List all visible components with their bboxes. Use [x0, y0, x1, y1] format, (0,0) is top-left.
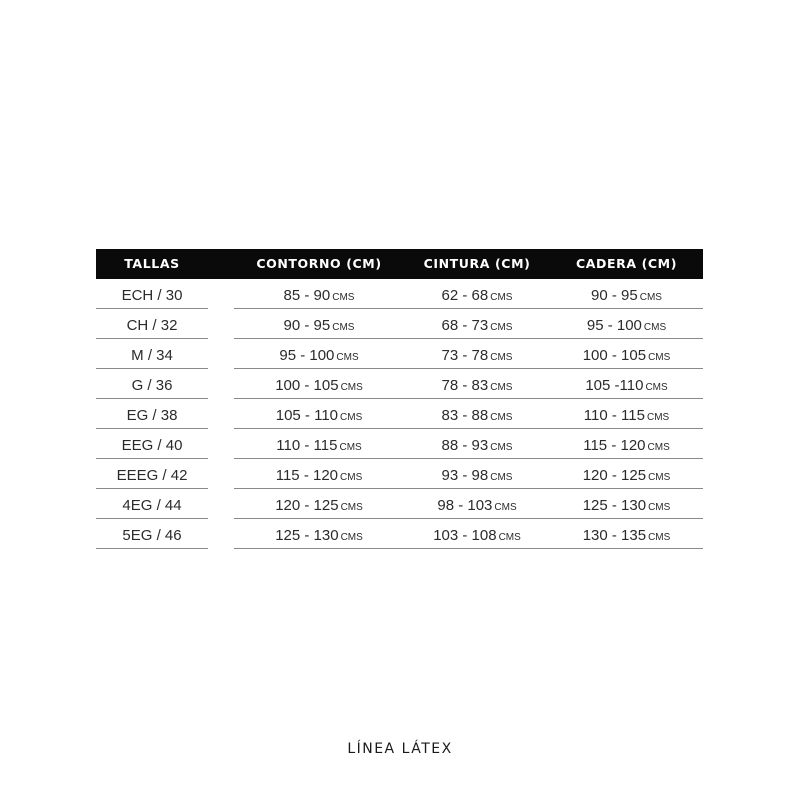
unit-label: CMS	[643, 322, 667, 333]
unit-label: CMS	[648, 502, 671, 513]
unit-label: CMS	[490, 292, 513, 303]
cell-cintura	[404, 459, 550, 489]
table-row	[96, 459, 703, 489]
table-header	[96, 249, 703, 279]
header-contorno: CONTORNO (CM)	[256, 256, 382, 271]
measurement-value: 78 - 83	[441, 377, 489, 394]
cell-cadera	[550, 519, 703, 549]
measurement-value: 68 - 73	[441, 317, 489, 334]
unit-label: CMS	[498, 532, 521, 543]
cell-talla: EEEG / 42	[116, 467, 188, 484]
cell-talla: ECH / 30	[121, 287, 183, 304]
cell-cintura	[404, 489, 550, 519]
unit-label: CMS	[490, 352, 513, 363]
measurement-value: 100 - 105	[275, 377, 339, 394]
unit-label: CMS	[648, 472, 671, 483]
cell-cintura	[404, 519, 550, 549]
table-row	[96, 279, 703, 309]
measurement-value: 83 - 88	[441, 407, 489, 424]
unit-label: CMS	[490, 382, 513, 393]
cell-contorno	[234, 279, 404, 309]
measurement-value: 93 - 98	[441, 467, 489, 484]
measurement-value: 62 - 68	[441, 287, 489, 304]
unit-label: CMS	[340, 472, 363, 483]
table-row	[96, 519, 703, 549]
measurement-value: 125 - 130	[275, 527, 339, 544]
cell-cintura	[404, 429, 550, 459]
cell-cadera	[550, 399, 703, 429]
unit-label: CMS	[648, 532, 671, 543]
measurement-value: 115 - 120	[583, 437, 646, 454]
unit-label: CMS	[490, 442, 513, 453]
cell-cintura	[404, 339, 550, 369]
cell-cadera	[550, 429, 703, 459]
collection-title: LÍNEA LÁTEX	[347, 741, 453, 757]
cell-contorno	[234, 309, 404, 339]
unit-label: CMS	[340, 382, 363, 393]
measurement-value: 73 - 78	[441, 347, 489, 364]
cell-contorno	[234, 369, 404, 399]
cell-cadera	[550, 339, 703, 369]
cell-talla: 5EG / 46	[122, 527, 182, 544]
measurement-value: 110 - 115	[276, 437, 338, 454]
row-divider	[234, 548, 703, 549]
table-row	[96, 399, 703, 429]
unit-label: CMS	[490, 472, 513, 483]
cell-cintura	[404, 279, 550, 309]
measurement-value: 105 - 110	[275, 407, 339, 424]
header-cadera: CADERA (CM)	[575, 256, 678, 271]
unit-label: CMS	[339, 442, 362, 453]
unit-label: CMS	[340, 412, 363, 423]
measurement-value: 95 - 100	[586, 317, 642, 334]
measurement-value: 105 -110	[585, 377, 644, 394]
cell-talla: G / 36	[131, 377, 173, 394]
cell-talla: M / 34	[131, 347, 173, 364]
table-row	[96, 339, 703, 369]
unit-label: CMS	[646, 412, 670, 423]
cell-talla: EG / 38	[126, 407, 178, 424]
unit-label: CMS	[340, 532, 363, 543]
measurement-value: 98 - 103	[437, 497, 493, 514]
cell-cadera	[550, 279, 703, 309]
measurement-value: 103 - 108	[433, 527, 497, 544]
unit-label: CMS	[490, 412, 513, 423]
table-row	[96, 369, 703, 399]
table-row	[96, 309, 703, 339]
measurement-value: 90 - 95	[591, 287, 638, 304]
cell-contorno	[234, 519, 404, 549]
cell-talla: 4EG / 44	[122, 497, 182, 514]
measurement-value: 95 - 100	[279, 347, 335, 364]
unit-label: CMS	[648, 352, 671, 363]
unit-label: CMS	[647, 442, 670, 453]
measurement-value: 90 - 95	[283, 317, 331, 334]
cell-contorno	[234, 489, 404, 519]
table-body	[96, 279, 703, 549]
measurement-value: 125 - 130	[582, 497, 647, 514]
cell-cadera	[550, 369, 703, 399]
cell-cadera	[550, 459, 703, 489]
measurement-value: 110 - 115	[583, 407, 645, 424]
cell-contorno	[234, 339, 404, 369]
cell-cintura	[404, 399, 550, 429]
unit-label: CMS	[494, 502, 517, 513]
cell-talla: CH / 32	[126, 317, 178, 334]
measurement-value: 120 - 125	[275, 497, 339, 514]
measurement-value: 88 - 93	[441, 437, 489, 454]
header-tallas: TALLAS	[124, 256, 180, 271]
cell-contorno	[234, 459, 404, 489]
table-row	[96, 489, 703, 519]
unit-label: CMS	[332, 292, 355, 303]
measurement-value: 85 - 90	[283, 287, 331, 304]
cell-contorno	[234, 399, 404, 429]
measurement-value: 130 - 135	[582, 527, 647, 544]
measurement-value: 120 - 125	[582, 467, 647, 484]
unit-label: CMS	[639, 292, 662, 303]
cell-contorno	[234, 429, 404, 459]
unit-label: CMS	[340, 502, 363, 513]
table-row	[96, 429, 703, 459]
cell-cintura	[404, 369, 550, 399]
unit-label: CMS	[645, 382, 668, 393]
measurement-value: 100 - 105	[582, 347, 647, 364]
unit-label: CMS	[336, 352, 359, 363]
header-cintura: CINTURA (CM)	[423, 256, 531, 271]
cell-cadera	[550, 309, 703, 339]
cell-talla: EEG / 40	[121, 437, 183, 454]
cell-cadera	[550, 489, 703, 519]
unit-label: CMS	[490, 322, 513, 333]
row-divider	[96, 548, 208, 549]
cell-cintura	[404, 309, 550, 339]
measurement-value: 115 - 120	[275, 467, 339, 484]
unit-label: CMS	[332, 322, 355, 333]
